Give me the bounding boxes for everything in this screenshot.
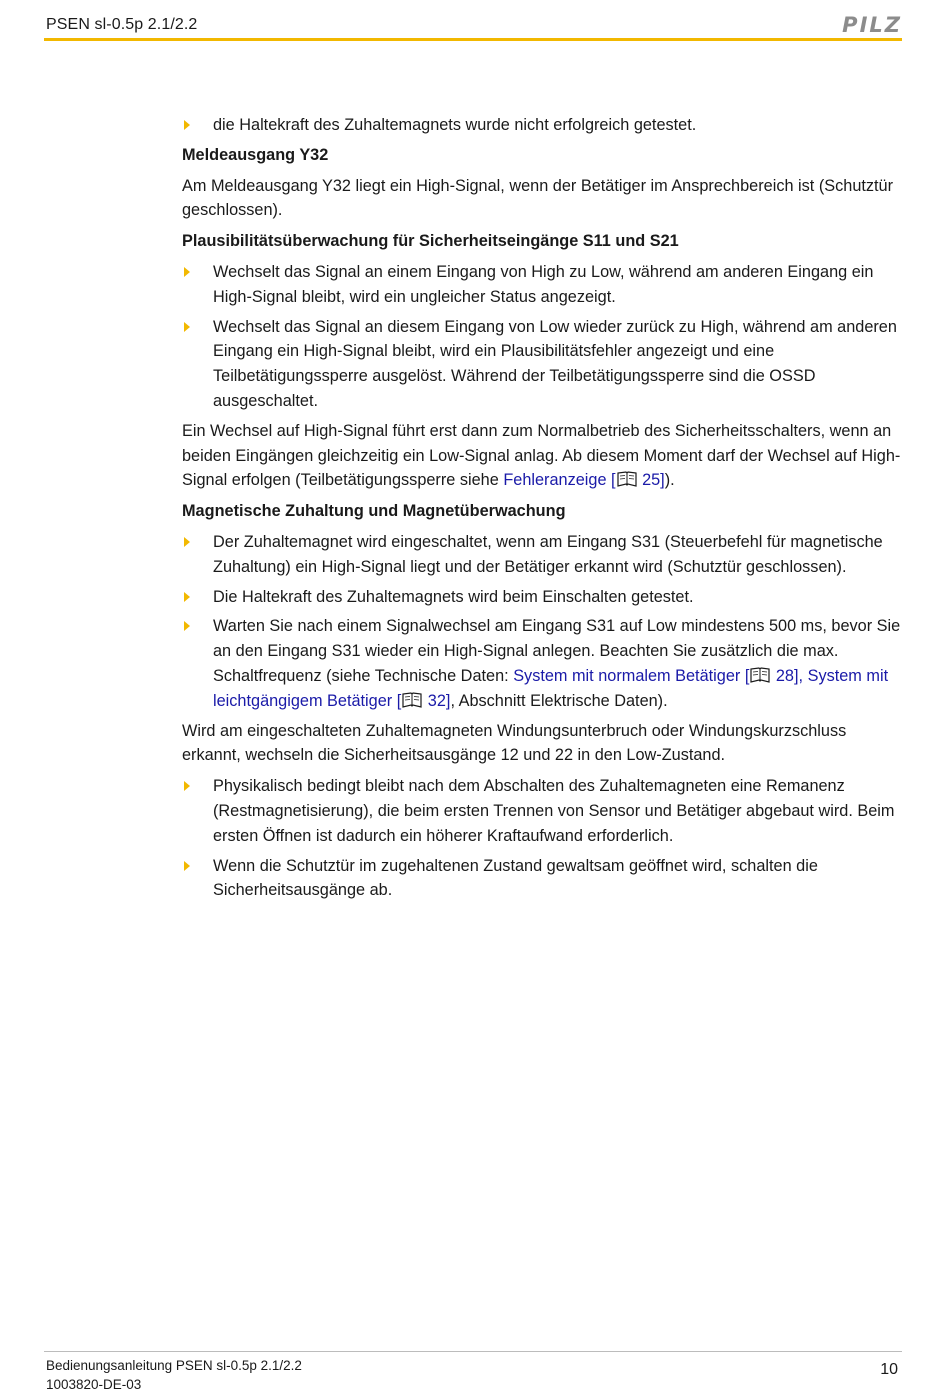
- link-fehleranzeige[interactable]: [503, 471, 664, 489]
- pilz-logo: PILZ: [842, 13, 902, 37]
- book-icon: [402, 692, 422, 708]
- list-item: [182, 530, 904, 580]
- list-item-text: die Haltekraft des Zuhaltemagnets wurde nicht erfolgreich getestet.: [213, 116, 697, 134]
- book-icon: [617, 471, 637, 487]
- list-item-text: Warten Sie nach einem Signalwechsel am Eingang S31 auf Low mindestens 500 ms, bevor Sie an den Eingang S31 wieder ein High-Signal anlegen. Beachten Sie zusätzlich die max. Schaltfrequenz (siehe Technische Daten:: [213, 617, 901, 685]
- link-separator: ,: [798, 666, 808, 685]
- page-number: 10: [880, 1361, 898, 1378]
- triangle-right-icon: [184, 120, 190, 130]
- bullet-list: [182, 113, 904, 138]
- list-item-text: Wechselt das Signal an einem Eingang von High zu Low, während am anderen Eingang ein High-Signal bleibt, wird ein ungleicher Status angezeigt.: [213, 262, 874, 306]
- list-item-text: , Abschnitt Elektrische Daten).: [450, 691, 668, 710]
- link-text: Fehleranzeige [: [503, 471, 616, 490]
- section-heading: Plausibilitätsüberwachung für Sicherheitseingänge S11 und S21: [182, 232, 679, 251]
- triangle-right-icon: [184, 267, 190, 277]
- document-body: [182, 113, 904, 908]
- triangle-right-icon: [184, 592, 190, 602]
- page-footer: [46, 1356, 302, 1394]
- list-item: [182, 585, 904, 610]
- link-system-normal[interactable]: [513, 667, 798, 685]
- bullet-list: [182, 260, 904, 414]
- list-item-text: Wenn die Schutztür im zugehaltenen Zustand gewaltsam geöffnet wird, schalten die Sicherheitsausgänge ab.: [213, 856, 818, 900]
- footer-document-title: Bedienungsanleitung PSEN sl-0.5p 2.1/2.2: [46, 1358, 302, 1373]
- list-item: [182, 315, 904, 414]
- list-item: [182, 614, 904, 713]
- page-header: [44, 10, 902, 41]
- paragraph-text: Ein Wechsel auf High-Signal führt erst dann zum Normalbetrieb des Sicherheitsschalters, wenn an beiden Eingängen gleichzeitig ein Low-Signal anlag. Ab diesem Moment darf der Wechsel auf High-Signal erfolgen (Teilbetätigungssperre siehe: [182, 421, 901, 490]
- paragraph-text: ).: [664, 471, 675, 490]
- triangle-right-icon: [184, 322, 190, 332]
- list-item-text: Physikalisch bedingt bleibt nach dem Abschalten des Zuhaltemagneten eine Remanenz (Restmagnetisierung), die beim ersten Trennen von Sensor und Betätiger abgebaut wird. Beim ersten Öffnen ist dadurch ein höherer Kraftaufwand erforderlich.: [213, 777, 895, 845]
- triangle-right-icon: [184, 621, 190, 631]
- list-item-text: Der Zuhaltemagnet wird eingeschaltet, wenn am Eingang S31 (Steuerbefehl für magnetische Zuhaltung) ein High-Signal liegt und der Betätiger erkannt wird (Schutztür geschlossen).: [213, 532, 883, 576]
- header-title: PSEN sl-0.5p 2.1/2.2: [46, 16, 198, 33]
- bullet-list: [182, 774, 904, 903]
- triangle-right-icon: [184, 861, 190, 871]
- link-text: System mit normalem Betätiger [: [513, 666, 750, 685]
- bullet-list: [182, 530, 904, 714]
- paragraph: [182, 419, 904, 493]
- link-page: 28]: [771, 666, 799, 685]
- list-item: [182, 774, 904, 848]
- footer-divider: [44, 1351, 902, 1352]
- list-item: [182, 260, 904, 310]
- list-item: [182, 113, 904, 138]
- list-item-text: Wechselt das Signal an diesem Eingang von Low wieder zurück zu High, während am anderen Eingang ein High-Signal bleibt, wird ein Plausibilitätsfehler angezeigt und eine Teilbetätigungssperre ausgelöst. Während der Teilbetätigungssperre sind die OSSD ausgeschaltet.: [213, 317, 897, 410]
- section-heading: Meldeausgang Y32: [182, 145, 329, 164]
- book-icon: [750, 667, 770, 683]
- triangle-right-icon: [184, 781, 190, 791]
- paragraph: Wird am eingeschalteten Zuhaltemagneten Windungsunterbruch oder Windungskurzschluss erkannt, wechseln die Sicherheitsausgänge 12 und 22 in den Low-Zustand.: [182, 721, 847, 765]
- footer-document-number: 1003820-DE-03: [46, 1377, 142, 1392]
- link-page: 25]: [637, 471, 665, 490]
- link-text: System mit leichtgängigem Betätiger [: [213, 666, 889, 710]
- list-item: [182, 854, 904, 904]
- section-heading: Magnetische Zuhaltung und Magnetüberwachung: [182, 502, 566, 521]
- triangle-right-icon: [184, 537, 190, 547]
- link-page: 32]: [423, 691, 451, 710]
- paragraph: Am Meldeausgang Y32 liegt ein High-Signal, wenn der Betätiger im Ansprechbereich ist (Schutztür geschlossen).: [182, 176, 894, 220]
- list-item-text: Die Haltekraft des Zuhaltemagnets wird beim Einschalten getestet.: [213, 587, 694, 606]
